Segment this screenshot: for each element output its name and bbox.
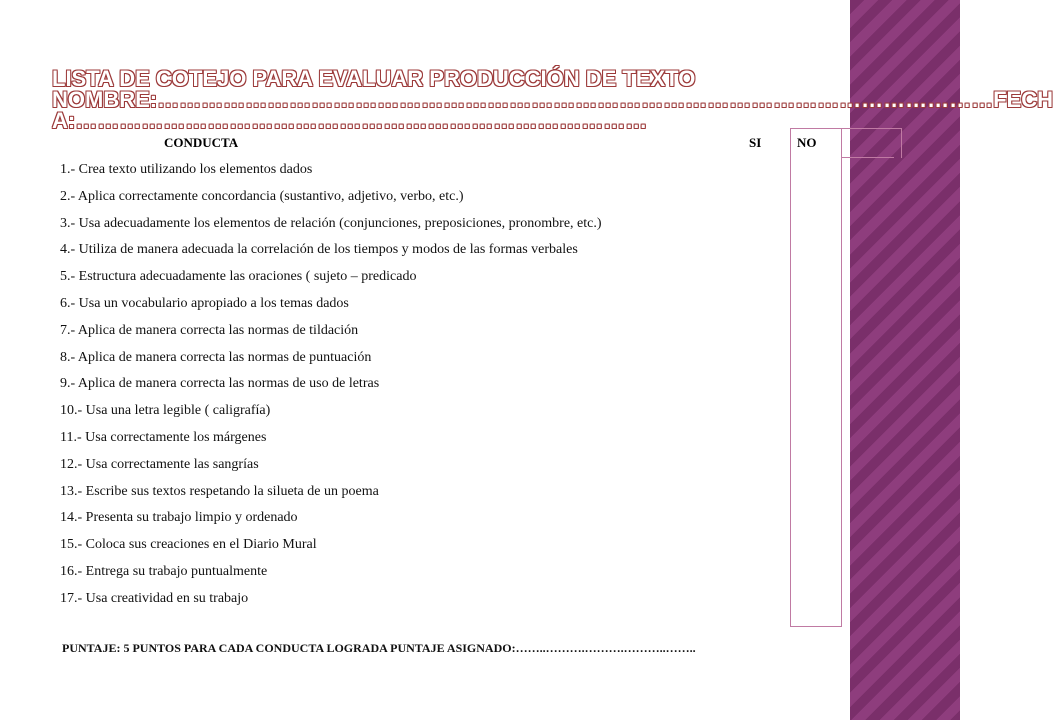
header-no: NO (797, 135, 817, 150)
criterion-row: 15.- Coloca sus creaciones en el Diario Mural (60, 537, 317, 553)
criterion-row: 9.- Aplica de manera correcta las normas de uso de letras (60, 376, 380, 392)
criterion-row: 1.- Crea texto utilizando los elementos dados (60, 162, 313, 177)
criterion-row: 2.- Aplica correctamente concordancia (sustantivo, adjetivo, verbo, etc.) (60, 188, 464, 204)
criteria-list (60, 157, 602, 613)
criterion-row: 11.- Usa correctamente los márgenes (60, 429, 267, 445)
criterion-row: 8.- Aplica de manera correcta las normas de puntuación (60, 349, 372, 365)
criterion-row: 3.- Usa adecuadamente los elementos de relación (conjunciones, preposiciones, pronombre, etc.) (60, 215, 602, 231)
criterion-row: 17.- Usa creatividad en su trabajo (60, 590, 249, 606)
criterion-row: 10.- Usa una letra legible ( caligrafía) (60, 403, 271, 419)
title-line-3-date-field: A:…………………………………………………………………… (52, 108, 648, 133)
criterion-row: 13.- Escribe sus textos respetando la silueta de un poema (60, 483, 379, 499)
table-header-border (841, 157, 894, 158)
document-title (52, 66, 1053, 133)
criterion-row: 12.- Usa correctamente las sangrías (60, 456, 259, 472)
score-footer: PUNTAJE: 5 PUNTOS PARA CADA CONDUCTA LOGRADA PUNTAJE ASIGNADO:……..……….……….………..…….. (62, 641, 696, 655)
title-line-1: LISTA DE COTEJO PARA EVALUAR PRODUCCIÓN DE TEXTO (52, 66, 696, 91)
criterion-row: 4.- Utiliza de manera adecuada la correlación de los tiempos y modos de las formas verbales (60, 242, 578, 258)
table-top-border (790, 128, 902, 129)
title-line-2-name-field: NOMBRE:……………………………………………………………………………………………………FECH (52, 87, 1053, 112)
criterion-row: 7.- Aplica de manera correcta las normas de tildación (60, 322, 359, 338)
header-si: SI (749, 135, 762, 150)
header-conducta: CONDUCTA (164, 135, 239, 150)
criterion-row: 6.- Usa un vocabulario apropiado a los temas dados (60, 295, 349, 311)
table-bottom-border (790, 626, 842, 627)
criterion-row: 5.- Estructura adecuadamente las oraciones ( sujeto – predicado (60, 269, 417, 285)
criterion-row: 14.- Presenta su trabajo limpio y ordenado (60, 510, 298, 526)
column-si-border (790, 128, 791, 626)
column-no-border (841, 128, 842, 626)
criterion-row: 16.- Entrega su trabajo puntualmente (60, 563, 268, 579)
table-right-border (901, 128, 902, 158)
